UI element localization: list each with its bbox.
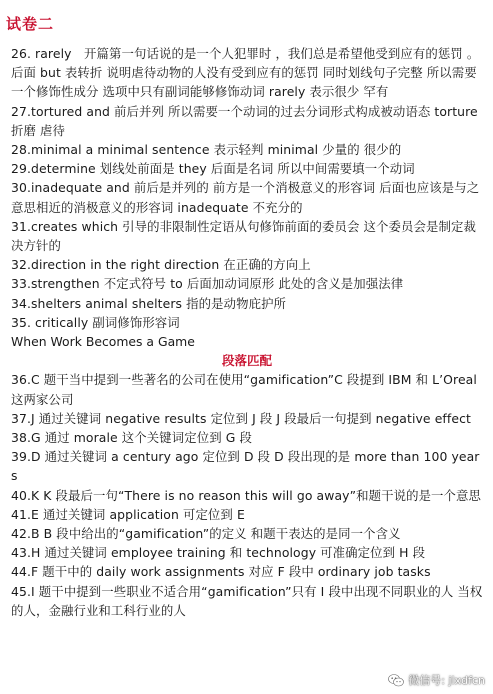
answer-item-37: 37.J 通过关键词 negative results 定位到 J 段 J 段最后一句提到 negative effect <box>11 410 471 426</box>
answer-item-36: 36.C 题干当中提到一些著名的公司在使用“gamification”C 段提到 IBM 和 L’Oreal 这两家公司 <box>11 372 477 407</box>
answer-item-34: 34.shelters animal shelters 指的是动物庇护所 <box>11 295 287 311</box>
answer-list <box>11 44 483 620</box>
watermark-text: 微信号: jlxdfcn <box>408 674 485 687</box>
answer-item-41: 41.E 通过关键词 application 可定位到 E <box>11 506 245 522</box>
answer-item-33: 33.strengthen 不定式符号 to 后面加动词原形 此处的含义是加强法律 <box>11 276 404 292</box>
wechat-icon <box>388 674 404 687</box>
answer-item-40: 40.K K 段最后一句“There is no reason this will go away”和题干说的是一个意思 <box>11 487 482 503</box>
answer-item-42: 42.B B 段中给出的“gamification”的定义 和题干表达的是同一个含义 <box>11 526 401 542</box>
answer-item-30: 30.inadequate and 前后是并列的 前方是一个消极意义的形容词 后面也应该是与之意思相近的消极意义的形容词 inadequate 不充分的 <box>11 180 480 215</box>
answer-item-35: 35. critically 副词修饰形容词 <box>11 314 180 330</box>
watermark <box>388 672 485 688</box>
answer-item-31: 31.creates which 引导的非限制性定语从句修饰前面的委员会 这个委员会是制定裁决方针的 <box>11 218 476 254</box>
answer-item-28: 28.minimal a minimal sentence 表示轻判 minimal 少量的 很少的 <box>11 142 402 158</box>
answer-item-27: 27.tortured and 前后并列 所以需要一个动词的过去分词形式构成被动语态 torture 折磨 虐待 <box>11 103 478 138</box>
answer-item-43: 43.H 通过关键词 employee training 和 technology 可准确定位到 H 段 <box>11 545 426 561</box>
passage-title: When Work Becomes a Game <box>11 334 195 350</box>
answer-item-26: 26. rarely 开篇第一句话说的是一个人犯罪时 ，我们总是希望他受到应有的惩罚 。后面 but 表转折 说明虐待动物的人没有受到应有的惩罚 同时划线句子完整 所以需要一个修饰性成分 选项中只有副词能够修饰动词 rarely 表示很少 罕有 <box>11 46 480 100</box>
answer-item-32: 32.direction in the right direction 在正确的方向上 <box>11 257 311 273</box>
answer-item-29: 29.determine 划线处前面是 they 后面是名词 所以中间需要填一个动词 <box>11 161 415 177</box>
answer-item-39: 39.D 通过关键词 a century ago 定位到 D 段 D 段出现的是 more than 100 years <box>11 449 480 484</box>
answer-item-45: 45.I 题干中提到一些职业不适合用“gamification”只有 I 段中出现不同职业的人 当权的人，金融行业和工科行业的人 <box>11 583 483 618</box>
page-title: 试卷二 <box>6 15 55 33</box>
answer-item-44: 44.F 题干中的 daily work assignments 对应 F 段中 ordinary job tasks <box>11 564 431 580</box>
section-heading: 段落匹配 <box>221 353 272 369</box>
answer-item-38: 38.G 通过 morale 这个关键词定位到 G 段 <box>11 430 253 446</box>
